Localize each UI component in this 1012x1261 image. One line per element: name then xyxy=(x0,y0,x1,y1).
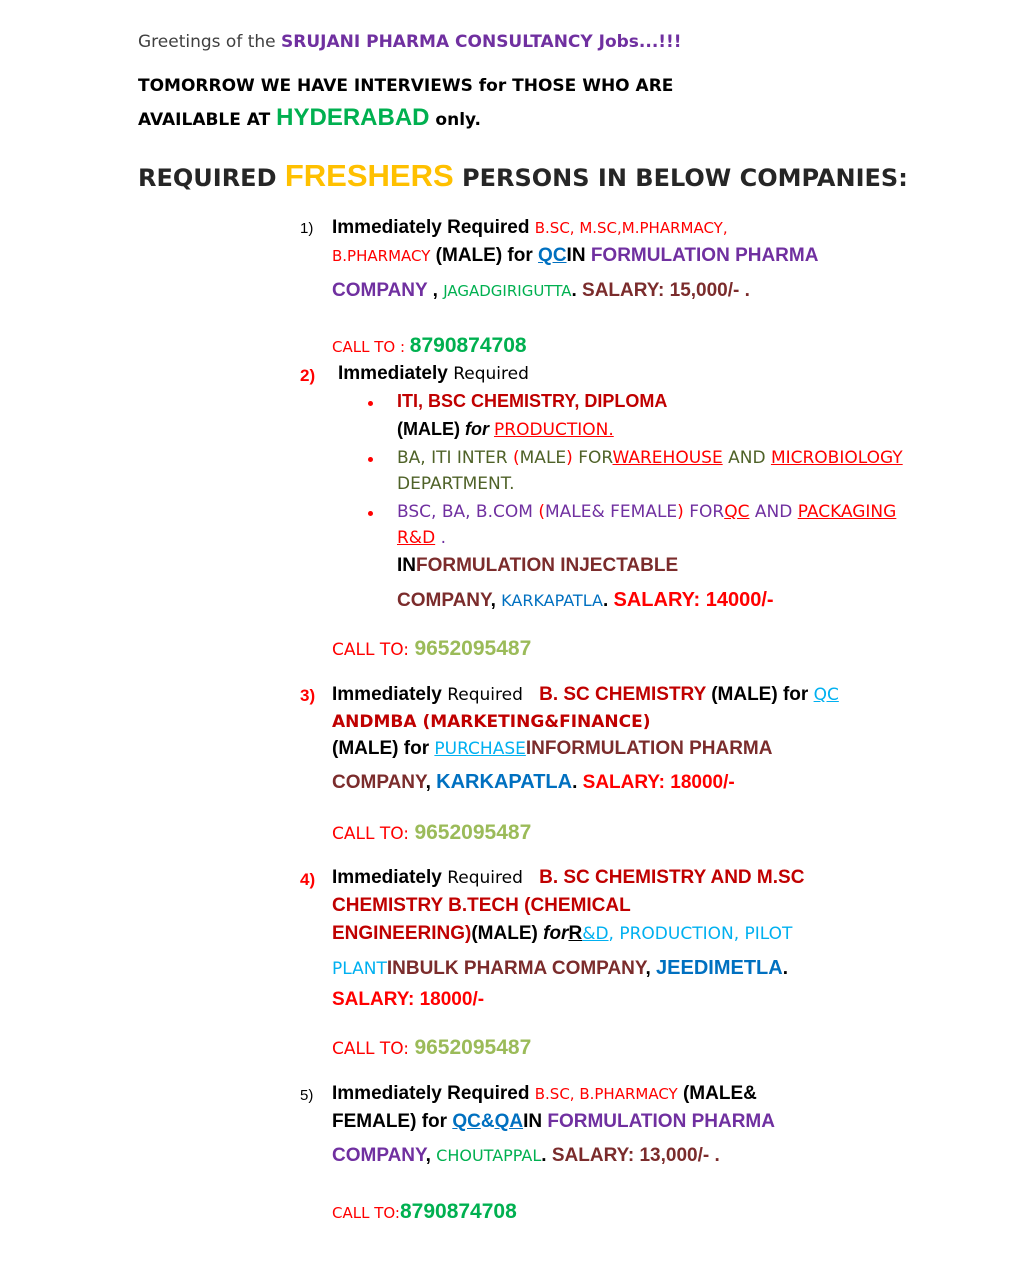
available-at-label: AVAILABLE AT xyxy=(138,110,277,130)
job5-in: IN xyxy=(523,1111,548,1132)
job2-bullet1 xyxy=(368,401,373,406)
job3-gender: (MALE) for xyxy=(705,684,814,705)
job4-line4 xyxy=(332,957,788,980)
job2-b2-paren: ( xyxy=(513,448,520,468)
job1-number: 1) xyxy=(300,220,314,237)
job4-number: 4) xyxy=(300,870,316,889)
job4-dot: . xyxy=(782,958,788,979)
job2-comma: , xyxy=(490,590,502,611)
job2-b1-line1: ITI, BSC CHEMISTRY, DIPLOMA xyxy=(397,391,668,411)
interview-notice-line2 xyxy=(138,104,481,132)
job1-quals-b: B.PHARMACY xyxy=(332,247,431,265)
job1-location: JAGADGIRIGUTTA xyxy=(443,282,572,300)
job3-company-b: COMPANY xyxy=(332,772,426,793)
job2-b2-and: AND xyxy=(722,448,771,468)
job1-line1 xyxy=(332,217,728,239)
job2-phone[interactable]: 9652095487 xyxy=(414,637,532,660)
job1-line3 xyxy=(332,280,750,302)
job2-b3-dept2-link[interactable]: PACKAGING xyxy=(797,502,897,522)
job5-gender-a: (MALE& xyxy=(677,1083,757,1104)
job2-b1-gender: (MALE) xyxy=(397,419,465,439)
job3-line2: ANDMBA (MARKETING&FINANCE) xyxy=(332,712,651,732)
job4-qual-a: B. SC CHEMISTRY AND M.SC xyxy=(539,867,805,888)
job4-dept-rd-link[interactable]: &D xyxy=(582,924,609,944)
job2-b3-for: FOR xyxy=(683,502,725,522)
job5-dept1-link[interactable]: QC xyxy=(452,1111,481,1132)
job5-amp: & xyxy=(480,1111,495,1132)
job4-company: BULK PHARMA COMPANY xyxy=(405,958,646,979)
job4-line2: CHEMISTRY B.TECH (CHEMICAL xyxy=(332,895,631,916)
job5-dept2-link[interactable]: QA xyxy=(494,1111,524,1132)
job3-required-rest: Required xyxy=(441,685,540,705)
job2-b3-paren: ( xyxy=(538,502,545,522)
job2-b2-line2: DEPARTMENT. xyxy=(397,474,515,494)
job2-bullet2 xyxy=(368,457,373,462)
job2-b3-dept3-link[interactable]: R&D xyxy=(397,528,436,548)
title-suffix: PERSONS IN BELOW COMPANIES: xyxy=(453,164,908,192)
job1-required: Immediately Required xyxy=(332,217,535,238)
job2-salary: SALARY: 14000/- xyxy=(613,589,774,611)
job2-b1-for: for xyxy=(464,419,489,439)
job2-in: IN xyxy=(397,555,416,576)
job5-gender-b: FEMALE) for xyxy=(332,1111,453,1132)
job5-company-b: COMPANY xyxy=(332,1145,426,1166)
job3-phone[interactable]: 9652095487 xyxy=(414,821,532,844)
job5-call-label: CALL TO: xyxy=(332,1204,400,1222)
job4-dept-rest: , PRODUCTION, PILOT xyxy=(608,924,793,944)
job2-b3-quals: BSC, BA, B.COM xyxy=(397,502,539,522)
job5-number: 5) xyxy=(300,1087,314,1104)
greeting-prefix: Greetings of the xyxy=(138,32,282,52)
title-prefix: REQUIRED xyxy=(138,164,285,192)
job1-in: IN xyxy=(566,245,591,266)
job2-required-rest: Required xyxy=(447,364,529,384)
job2-b2-dept2-link[interactable]: MICROBIOLOGY xyxy=(770,448,903,468)
job1-phone[interactable]: 8790874708 xyxy=(409,334,527,357)
job2-location: KARKAPATLA xyxy=(501,591,603,610)
job4-phone[interactable]: 9652095487 xyxy=(414,1036,532,1059)
job3-dept2-link[interactable]: PURCHASE xyxy=(434,739,526,759)
job4-required-rest: Required xyxy=(441,868,540,888)
job2-b3-line2 xyxy=(397,528,446,548)
job1-gender: (MALE) for xyxy=(430,245,539,266)
job1-call-label: CALL TO : xyxy=(332,338,410,356)
job2-company-line2 xyxy=(397,589,774,612)
job4-dept-r-link[interactable]: R xyxy=(568,923,583,944)
job1-salary: SALARY: 15,000/- . xyxy=(582,280,750,301)
job4-salary: SALARY: 18000/- xyxy=(332,989,485,1010)
job3-required-bold: Immediately xyxy=(332,684,442,705)
job1-quals-a: B.SC, M.SC,M.PHARMACY, xyxy=(534,219,728,237)
job3-line1 xyxy=(332,684,839,706)
job3-call-label: CALL TO: xyxy=(332,824,415,844)
job2-company-b: COMPANY xyxy=(397,590,491,611)
job2-b3-gender: MALE& FEMALE xyxy=(544,502,678,522)
job2-b2-paren2: ) xyxy=(566,448,573,468)
job2-b2-for: FOR xyxy=(572,448,613,468)
job5-call xyxy=(332,1200,517,1224)
job2-call-label: CALL TO: xyxy=(332,640,415,660)
job5-required: Immediately Required xyxy=(332,1083,535,1104)
job4-gender: (MALE) xyxy=(471,923,544,944)
job4-required-bold: Immediately xyxy=(332,867,442,888)
job3-company-a: FORMULATION PHARMA xyxy=(544,738,773,759)
job3-dept-link[interactable]: QC xyxy=(813,685,839,705)
job4-in: IN xyxy=(386,958,406,979)
job3-call xyxy=(332,821,531,845)
job4-call xyxy=(332,1036,531,1060)
job3-number: 3) xyxy=(300,686,316,705)
greeting-line xyxy=(138,32,682,52)
job1-company-a: FORMULATION PHARMA xyxy=(590,245,819,266)
job2-company-a: FORMULATION INJECTABLE xyxy=(416,555,679,576)
job3-gender2: (MALE) for xyxy=(332,738,435,759)
job1-call xyxy=(332,334,527,358)
job3-comma: , xyxy=(425,772,437,793)
job5-location: CHOUTAPPAL xyxy=(436,1146,542,1165)
job5-comma: , xyxy=(425,1145,437,1166)
job2-b3-line1 xyxy=(397,502,896,522)
job4-line1 xyxy=(332,867,804,889)
only-label: only. xyxy=(429,110,482,130)
job5-quals: B.SC, B.PHARMACY xyxy=(534,1085,678,1103)
job2-b2-line1 xyxy=(397,448,903,468)
job1-dot: . xyxy=(571,280,583,301)
job2-dot: . xyxy=(602,590,614,611)
job5-line1 xyxy=(332,1083,757,1105)
job3-line4 xyxy=(332,771,735,794)
job5-line2 xyxy=(332,1111,775,1133)
job2-required-bold: Immediately xyxy=(338,363,448,384)
job2-b2-dept1-link[interactable]: WAREHOUSE xyxy=(612,448,723,468)
page-title xyxy=(138,158,908,194)
job3-in: IN xyxy=(525,738,545,759)
job2-b3-dot: . xyxy=(435,528,446,548)
job2-number: 2) xyxy=(300,366,316,385)
interview-notice-line1: TOMORROW WE HAVE INTERVIEWS for THOSE WHO ARE xyxy=(138,76,674,96)
job2-b1-dept-link[interactable]: PRODUCTION. xyxy=(494,420,614,440)
job1-comma: , xyxy=(427,280,444,301)
company-name: SRUJANI PHARMA CONSULTANCY Jobs...!!! xyxy=(281,32,682,52)
job2-b3-paren2: ) xyxy=(677,502,684,522)
job2-b1-line2 xyxy=(397,419,614,440)
job4-comma: , xyxy=(645,958,657,979)
job1-line2 xyxy=(332,245,818,267)
job3-dot: . xyxy=(572,772,583,793)
job4-call-label: CALL TO: xyxy=(332,1039,415,1059)
job2-b3-and: AND xyxy=(749,502,798,522)
job4-for: for xyxy=(543,923,569,944)
job4-qual-c: ENGINEERING) xyxy=(332,923,472,944)
job4-dept-plant: PLANT xyxy=(332,959,387,979)
job1-company-b: COMPANY xyxy=(332,280,428,301)
job1-dept-link[interactable]: QC xyxy=(538,245,567,266)
job3-location: KARKAPATLA xyxy=(436,771,573,793)
job3-line3 xyxy=(332,738,772,760)
title-highlight: FRESHERS xyxy=(284,158,454,193)
job2-call xyxy=(332,637,531,661)
job3-salary: SALARY: 18000/- xyxy=(582,772,735,793)
job5-salary: SALARY: 13,000/- . xyxy=(551,1145,720,1166)
job5-dot: . xyxy=(541,1145,552,1166)
job2-b3-dept1-link[interactable]: QC xyxy=(724,502,750,522)
job2-company-line1 xyxy=(397,555,678,577)
job3-qual: B. SC CHEMISTRY xyxy=(539,684,706,705)
job4-line3 xyxy=(332,923,792,945)
job5-line3 xyxy=(332,1145,720,1167)
job2-b2-quals: BA, ITI INTER xyxy=(397,448,513,468)
job5-phone[interactable]: 8790874708 xyxy=(399,1200,517,1223)
job2-line1 xyxy=(338,363,529,385)
job5-company-a: FORMULATION PHARMA xyxy=(547,1111,775,1132)
job2-bullet3 xyxy=(368,511,373,516)
city-name: HYDERABAD xyxy=(276,104,430,131)
job4-location: JEEDIMETLA xyxy=(656,957,783,979)
job2-b2-gender: MALE xyxy=(519,448,567,468)
